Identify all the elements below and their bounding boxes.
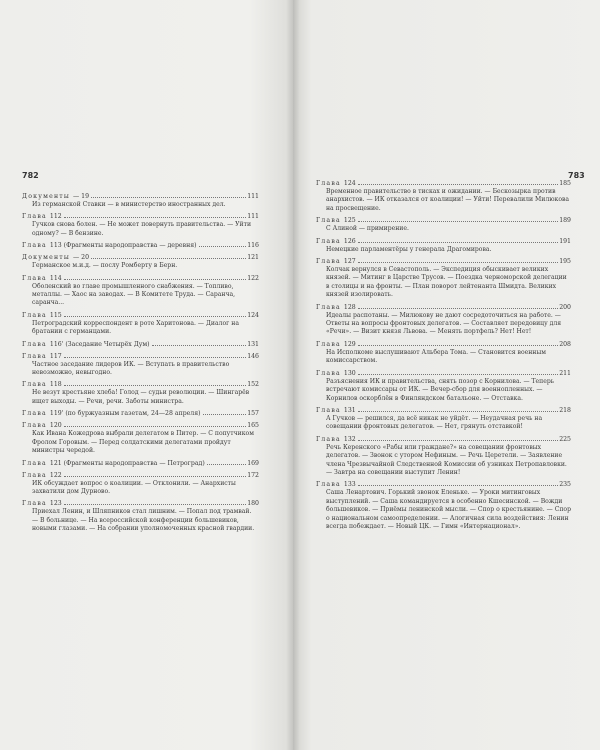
toc-entry-heading: [316, 370, 571, 378]
dot-leader: [64, 385, 246, 386]
toc-entry-label: Глава: [316, 217, 341, 225]
dot-leader: [358, 184, 558, 185]
toc-entry: [22, 275, 259, 308]
toc-entry-number: 114: [49, 274, 62, 282]
toc-entry: [316, 217, 571, 233]
toc-entry-heading: [22, 353, 259, 361]
toc-entry: [316, 304, 571, 337]
dot-leader: [203, 414, 247, 415]
toc-entry: [22, 254, 259, 270]
toc-entry-summary: Временное правительство в тисках и ожидании. — Бескозырка против анархистов. — ИК отказался от коалиции! — Уйти! Перевалили Милюкова на просвещение.: [326, 188, 570, 212]
toc-entry: [22, 341, 259, 349]
toc-entry-summary: Оболенский во главе промышленного снабжения. — Топливо, металлы. — Хаос на заводах. — В Комитете Труда. — Саранча, саранча...: [32, 282, 236, 307]
toc-entry-summary: Как Ивана Кожедрова выбрали делегатом в Питер. — С попутчиком Фролом Горовым. — Перед солдатскими делегатами пройдут министры чередой.: [32, 430, 254, 455]
toc-entry-page: 225: [559, 435, 571, 443]
toc-entry-number: 119' (по буржуазным газетам, 24—28 апреля): [49, 410, 201, 418]
toc-entry: [316, 370, 571, 403]
dot-leader: [358, 440, 558, 441]
toc-entry-heading: [316, 238, 571, 246]
toc-entry-summary: Саша Ленартович. Горький звонок Еленьке. — Уроки митинговых выступлений. — Саша командируется в особенно Кшесинской. — Вожди большевиков. — Приёмы ленинской мысли. — Спор о крестьянине. — Спор о национальном самоопределении. — Алогичная сила воздействия: Ленин всегда побеждает. — Новый ЦК. — Гимн «Интернационал».: [326, 489, 571, 530]
toc-entry: [22, 381, 259, 406]
toc-entry-page: 121: [247, 254, 259, 262]
toc-entry-heading: [22, 460, 259, 468]
toc-entry-summary: Приехал Ленин, и Шляпников стал лишним. — Попал под трамвай. — В больнице. — На всероссийской конференции большевиков, новыми глазами. — На собрании уполномоченных красной гвардии.: [32, 508, 255, 533]
toc-entry-number: 121 (Фрагменты народоправства — Петроград): [49, 459, 205, 467]
toc-entry-number: 124: [343, 180, 356, 187]
dot-leader: [64, 476, 246, 477]
dot-leader: [91, 197, 246, 198]
dot-leader: [64, 316, 246, 317]
toc-entry-label: Глава: [316, 369, 341, 377]
dot-leader: [64, 279, 246, 280]
toc-entry: [22, 472, 259, 497]
toc-entry-label: Глава: [22, 242, 47, 250]
dot-leader: [64, 357, 246, 358]
toc-entry-page: 189: [559, 217, 571, 225]
toc-entry-heading: [22, 500, 259, 508]
toc-entry-page: 235: [559, 481, 571, 489]
toc-entry-number: — 19: [73, 193, 90, 200]
toc-entry-number: 125: [343, 217, 356, 225]
dot-leader: [64, 217, 246, 218]
toc-entry-heading: [22, 213, 259, 221]
toc-entry: [22, 213, 259, 238]
toc-entry: [22, 410, 259, 418]
toc-entry-summary: С Алиной — примирение.: [326, 225, 409, 233]
dot-leader: [64, 426, 246, 427]
toc-entry-heading: [316, 481, 571, 489]
toc-entry-label: Глава: [316, 481, 341, 489]
toc-entry-label: Глава: [316, 258, 341, 266]
toc-entry-number: 117: [49, 352, 62, 360]
toc-entry-heading: [22, 472, 259, 480]
toc-entry-label: Глава: [22, 471, 47, 479]
toc-entry-label: Глава: [22, 352, 47, 360]
toc-entry: [316, 180, 571, 213]
toc-entry-heading: [22, 193, 259, 201]
toc-entry-heading: [22, 275, 259, 283]
toc-entry-summary: Из германской Ставки — в министерство иностранных дел.: [32, 201, 226, 208]
dot-leader: [91, 258, 246, 259]
toc-entry-page: 152: [247, 381, 259, 389]
toc-entry-page: 124: [247, 311, 259, 319]
toc-entry-label: Глава: [22, 459, 47, 467]
toc-entry-number: 120: [49, 422, 62, 430]
toc-entry-summary: А Гучков — решился, да всё никак не уйдёт. — Неудачная речь на совещании фронтовых делегатов. — Нет, грянуть отставкой!: [326, 414, 543, 431]
toc-entry-summary: Разъяснения ИК и правительства, снять позор с Корнилова. — Теперь встречают комиссары от ИК. — Вечер-сбор для военнопленных. — Корнилов оскорблён в Финляндском батальоне. — Отставка.: [326, 377, 555, 402]
toc-entry-summary: Колчак вернулся в Севастополь. — Экспедиция обыскивает великих князей. — Митинг в Царстве Трусов. — Поездка черноморской делегации в столицы и на фронты. — План поворот лейтенанта Шмидта. Великих князей изолировать.: [326, 266, 567, 299]
toc-entry-heading: [22, 312, 259, 320]
book-gutter: [286, 0, 300, 750]
toc-entry-number: 113 (Фрагменты народоправства — деревня): [49, 242, 197, 250]
toc-entry-number: 123: [49, 500, 62, 508]
toc-entry-heading: [316, 304, 571, 312]
toc-entry-heading: [22, 242, 259, 250]
toc-entry-label: Глава: [316, 435, 341, 443]
toc-entry-summary: На Исполкоме выслушивают Альбера Тома. — Становится военным комиссарством.: [326, 348, 546, 365]
toc-entry-summary: Речь Керенского «Рабы или граждане?» на совещании фронтовых делегатов. — Звонок с утором Нефиным. — Речь Церетели. — Заявление члена Чрезвычайной Следственной Комиссии об узниках Петропавловки. — Завтра на совещании выступит Ленин!: [326, 443, 567, 476]
toc-entry-page: 111: [247, 213, 259, 221]
right-toc-column: [316, 180, 571, 535]
toc-entry-heading: [316, 341, 571, 349]
toc-entry-label: Глава: [22, 340, 47, 348]
toc-entry-summary: Не везут крестьяне хлеба! Голод — судьи революции. — Шингарёв ищет выходы. — Речи, речи. Заботы министра.: [32, 389, 250, 405]
dot-leader: [207, 464, 246, 465]
left-toc-column: [22, 193, 259, 538]
toc-entry-label: Глава: [22, 422, 47, 430]
toc-entry-page: 218: [559, 406, 571, 414]
left-page-number: 782: [22, 171, 39, 180]
toc-entry-label: Глава: [22, 410, 47, 418]
toc-entry-label: Глава: [22, 213, 47, 221]
toc-entry-page: 185: [559, 180, 571, 187]
toc-entry: [22, 460, 259, 468]
toc-entry-label: Глава: [22, 381, 47, 389]
toc-entry: [22, 422, 259, 455]
toc-entry-number: 115: [49, 311, 62, 319]
toc-entry-summary: Петроградский корреспондент в роте Харитонова. — Диалог на братании с германцами.: [32, 319, 239, 336]
toc-entry-page: 169: [247, 459, 259, 467]
toc-entry-summary: Частное заседание лидеров ИК. — Вступать в правительство невозможно, невыгодно.: [32, 360, 230, 377]
toc-entry-label: Глава: [316, 237, 341, 245]
toc-entry-heading: [316, 436, 571, 444]
toc-entry-number: 127: [343, 258, 356, 266]
toc-entry-number: 131: [343, 406, 356, 414]
toc-entry-number: 132: [343, 435, 356, 443]
toc-entry-label: Глава: [316, 340, 341, 348]
toc-entry: [22, 193, 259, 209]
toc-entry-page: 180: [247, 500, 259, 508]
right-page-number: 783: [568, 171, 585, 180]
toc-entry-heading: [22, 410, 259, 418]
toc-entry: [316, 238, 571, 254]
toc-entry-heading: [316, 258, 571, 266]
toc-entry-page: 211: [559, 369, 571, 377]
dot-leader: [358, 374, 558, 375]
toc-entry-label: Глава: [316, 303, 341, 311]
toc-entry-heading: [22, 381, 259, 389]
toc-entry-label: Глава: [22, 500, 47, 508]
toc-entry: [22, 500, 259, 533]
toc-entry-page: 208: [559, 340, 571, 348]
dot-leader: [358, 308, 558, 309]
toc-entry-label: Глава: [316, 180, 341, 187]
dot-leader: [64, 504, 246, 505]
dot-leader: [358, 262, 558, 263]
toc-entry-heading: [22, 254, 259, 262]
toc-entry-page: 157: [247, 410, 259, 418]
dot-leader: [358, 485, 558, 486]
toc-entry-number: 133: [343, 481, 356, 489]
toc-entry: [316, 481, 571, 531]
dot-leader: [358, 221, 558, 222]
dot-leader: [152, 345, 247, 346]
toc-entry-heading: [316, 180, 571, 188]
toc-entry-page: 165: [247, 422, 259, 430]
toc-entry-number: 122: [49, 471, 62, 479]
toc-entry-page: 146: [247, 352, 259, 360]
toc-entry-page: 172: [247, 471, 259, 479]
toc-entry-heading: [316, 217, 571, 225]
toc-entry-page: 116: [247, 242, 259, 250]
toc-entry: [22, 312, 259, 337]
toc-entry-number: — 20: [73, 254, 90, 262]
toc-entry-page: 122: [247, 274, 259, 282]
dot-leader: [358, 345, 558, 346]
toc-entry-number: 130: [343, 369, 356, 377]
toc-entry-number: 129: [343, 340, 356, 348]
toc-entry: [316, 407, 571, 432]
toc-entry-number: 116' (Заседание Четырёх Дум): [49, 340, 150, 348]
toc-entry-label: Глава: [22, 274, 47, 282]
toc-entry-page: 191: [559, 237, 571, 245]
toc-entry-summary: ИК обсуждает вопрос о коалиции. — Отклонили. — Анархисты захватили дом Дурново.: [32, 479, 236, 495]
toc-entry-heading: [22, 422, 259, 430]
toc-entry-heading: [316, 407, 571, 415]
toc-entry: [316, 341, 571, 366]
toc-entry-label: Глава: [22, 311, 47, 319]
toc-entry-page: 195: [559, 258, 571, 266]
toc-entry-label: Документы: [22, 254, 71, 262]
toc-entry-number: 112: [49, 213, 62, 221]
toc-entry-page: 111: [247, 193, 259, 200]
toc-entry-number: 126: [343, 237, 356, 245]
toc-entry-number: 118: [49, 381, 62, 389]
toc-entry-summary: Немецкие парламентёры у генерала Драгомирова.: [326, 245, 492, 253]
toc-entry: [22, 242, 259, 250]
toc-entry-summary: Гучков снова болен. — Не может повернуть правительства. — Уйти одному? — В бензине.: [32, 221, 252, 237]
toc-entry-page: 131: [247, 340, 259, 348]
toc-entry-number: 128: [343, 303, 356, 311]
toc-entry-page: 200: [559, 303, 571, 311]
toc-entry: [316, 436, 571, 478]
toc-entry: [22, 353, 259, 378]
dot-leader: [358, 242, 558, 243]
toc-entry-heading: [22, 341, 259, 349]
toc-entry-summary: Идеалы распотаны. — Милюкову не дают сосредоточиться на работе. — Ответы на вопросы фронтовых делегатов. — Составляет передовицу для «Речи». — Визит князя Львова. — Менять портфель? Нет! Нет!: [326, 311, 562, 336]
dot-leader: [199, 246, 247, 247]
toc-entry-label: Глава: [316, 406, 341, 414]
dot-leader: [358, 411, 558, 412]
toc-entry-summary: Германское м.и.д. — послу Ромберту в Берн.: [32, 262, 178, 270]
toc-entry: [316, 258, 571, 300]
toc-entry-label: Документы: [22, 193, 71, 200]
